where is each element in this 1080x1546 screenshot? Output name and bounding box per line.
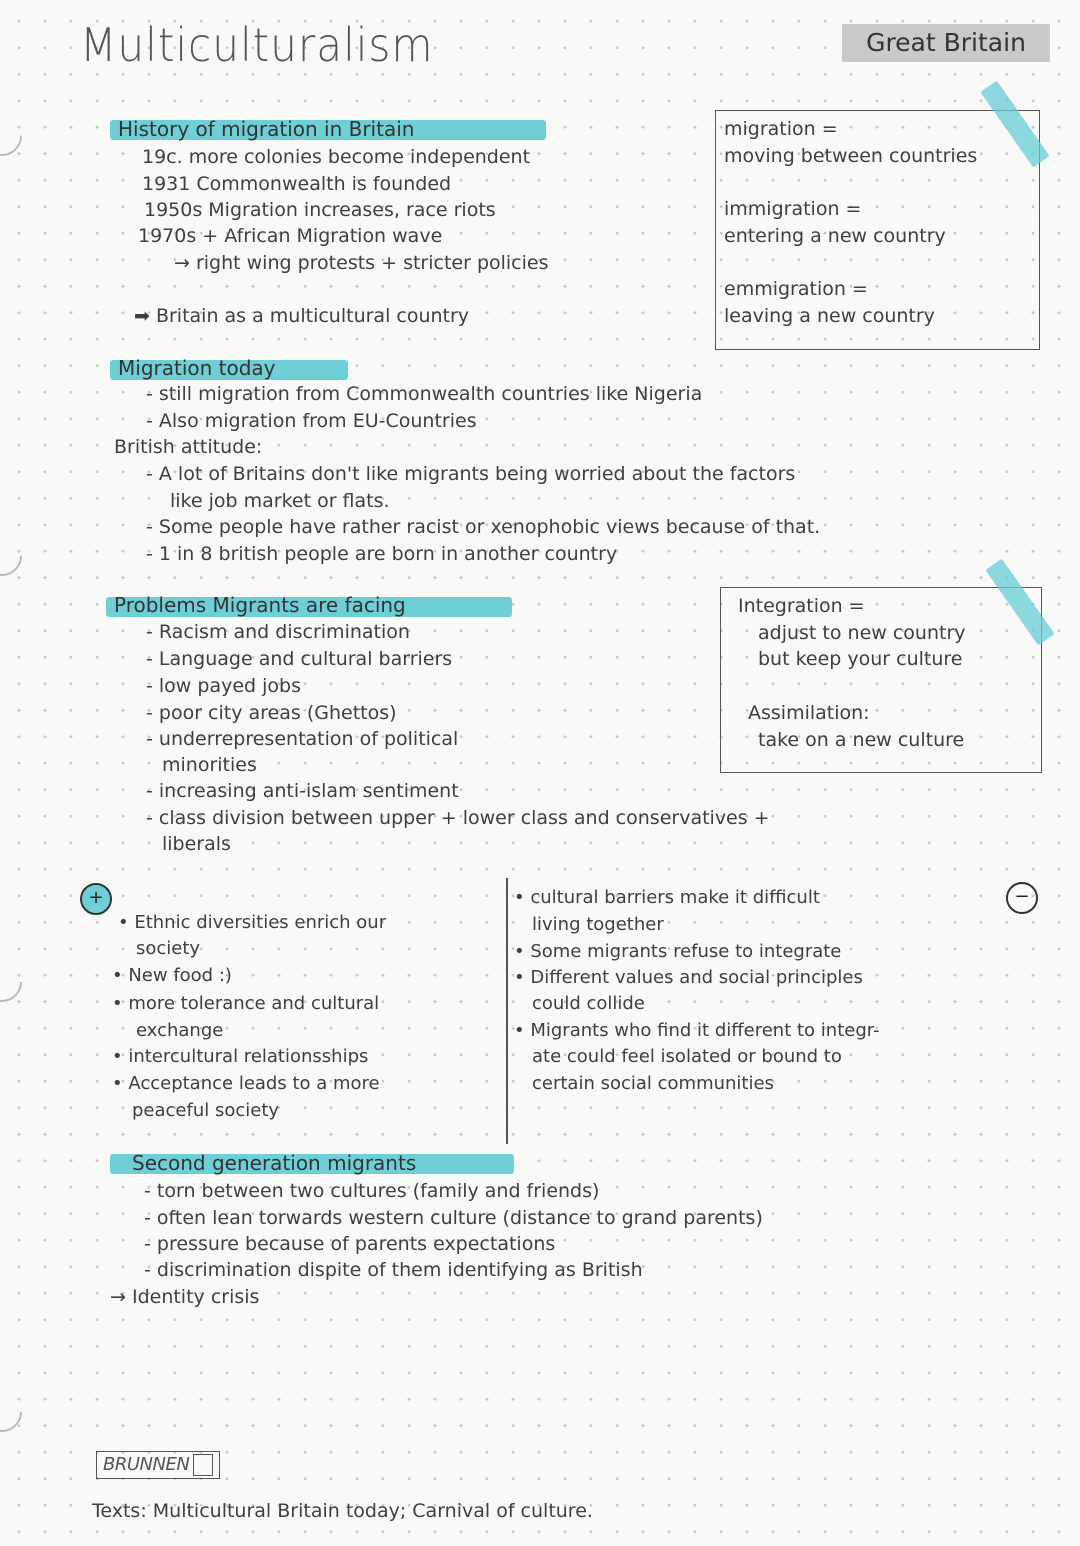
definition-line: Integration = [738, 595, 865, 617]
cons-line: • Migrants who find it different to integr- [514, 1020, 880, 1041]
definition-line: but keep your culture [758, 648, 963, 670]
pros-line: • Acceptance leads to a more [112, 1073, 380, 1094]
problems-line: minorities [162, 754, 257, 776]
definition-line: take on a new culture [758, 729, 965, 751]
topic-tag: Great Britain [842, 24, 1050, 62]
cons-line: certain social communities [532, 1073, 774, 1094]
punch-hole [0, 528, 30, 585]
second-gen-line: - often lean torwards western culture (distance to grand parents) [144, 1207, 763, 1229]
logo-mark-icon [193, 1454, 213, 1476]
definition-line: adjust to new country [758, 622, 966, 644]
definition-line: migration = [724, 118, 838, 140]
pros-line: • Ethnic diversities enrich our [118, 912, 387, 933]
punch-hole [0, 954, 30, 1011]
today-line: - A lot of Britains don't like migrants being worried about the factors [146, 463, 796, 485]
second-gen-line: → Identity crisis [110, 1286, 260, 1308]
history-line: 19c. more colonies become independent [142, 146, 531, 168]
second-gen-line: - torn between two cultures (family and friends) [144, 1180, 600, 1202]
problems-line: - underrepresentation of political [146, 728, 459, 750]
history-line: 1970s + African Migration wave [138, 225, 443, 247]
pros-line: exchange [136, 1020, 224, 1041]
history-line: ➡ Britain as a multicultural country [134, 305, 470, 327]
problems-line: - low payed jobs [146, 675, 301, 697]
problems-line: - class division between upper + lower class and conservatives + [146, 807, 770, 829]
definition-line: moving between countries [724, 145, 978, 167]
pros-line: peaceful society [132, 1100, 280, 1121]
divider [506, 878, 508, 1144]
problems-line: - Racism and discrimination [146, 621, 410, 643]
cons-line: • Different values and social principles [514, 967, 863, 988]
footer-texts: Texts: Multicultural Britain today; Carnival of culture. [92, 1500, 593, 1522]
brand-logo: BRUNNEN [96, 1451, 220, 1479]
pros-line: • intercultural relationsships [112, 1046, 369, 1067]
pros-line: • more tolerance and cultural [112, 993, 380, 1014]
cons-line: living together [532, 914, 664, 935]
definition-line: leaving a new country [724, 305, 935, 327]
today-line: like job market or flats. [170, 490, 390, 512]
second-gen-heading: Second generation migrants [132, 1151, 417, 1175]
plus-icon: + [80, 883, 112, 915]
today-line: - Also migration from EU-Countries [146, 410, 477, 432]
today-line: British attitude: [114, 436, 263, 458]
punch-hole [0, 1384, 30, 1441]
cons-line: ate could feel isolated or bound to [532, 1046, 842, 1067]
problems-line: - poor city areas (Ghettos) [146, 702, 397, 724]
second-gen-line: - discrimination dispite of them identifying as British [144, 1259, 643, 1281]
pros-line: • New food :) [112, 965, 232, 986]
definition-line: Assimilation: [748, 702, 870, 724]
cons-line: • Some migrants refuse to integrate [514, 941, 842, 962]
pros-line: society [136, 938, 201, 959]
history-line: 1931 Commonwealth is founded [142, 173, 452, 195]
history-line: → right wing protests + stricter policies [174, 252, 549, 274]
today-line: - still migration from Commonwealth countries like Nigeria [146, 383, 703, 405]
punch-hole [0, 108, 30, 165]
minus-icon: − [1006, 882, 1038, 914]
definition-line: emmigration = [724, 278, 868, 300]
cons-line: could collide [532, 993, 645, 1014]
problems-line: - increasing anti-islam sentiment [146, 780, 459, 802]
today-heading: Migration today [118, 356, 276, 380]
cons-line: • cultural barriers make it difficult [514, 887, 820, 908]
definition-line: entering a new country [724, 225, 946, 247]
second-gen-line: - pressure because of parents expectations [144, 1233, 556, 1255]
today-line: - 1 in 8 british people are born in another country [146, 543, 618, 565]
problems-line: - Language and cultural barriers [146, 648, 453, 670]
problems-heading: Problems Migrants are facing [114, 593, 406, 617]
history-line: 1950s Migration increases, race riots [144, 199, 496, 221]
definition-line: immigration = [724, 198, 862, 220]
history-heading: History of migration in Britain [118, 117, 415, 141]
today-line: - Some people have rather racist or xenophobic views because of that. [146, 516, 821, 538]
problems-line: liberals [162, 833, 231, 855]
page-title: Multiculturalism [80, 18, 434, 72]
